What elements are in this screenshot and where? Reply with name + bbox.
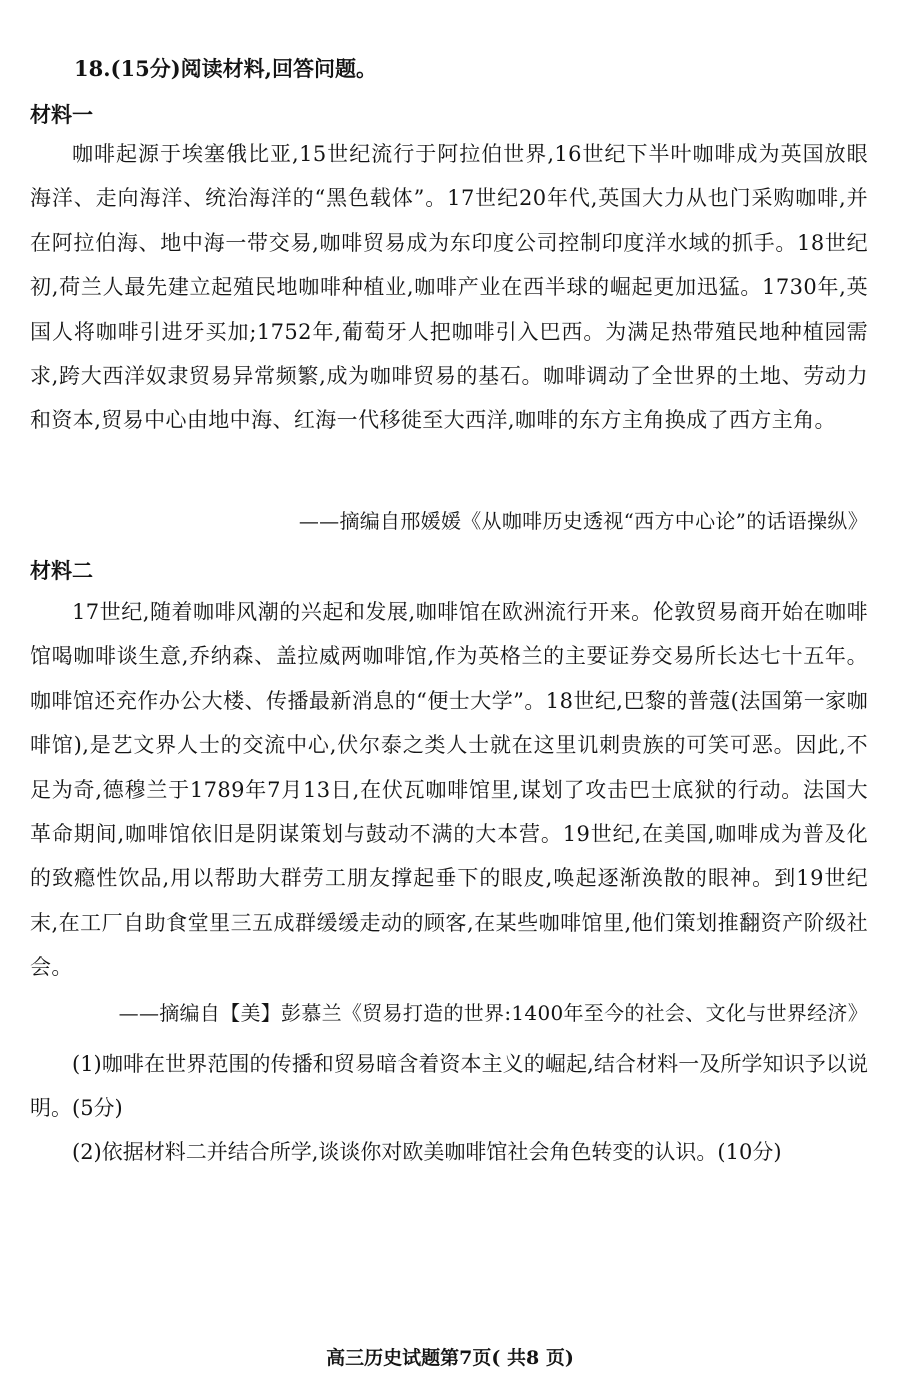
- sub-question-2: (2)依据材料二并结合所学,谈谈你对欧美咖啡馆社会角色转变的认识。(10分): [72, 1140, 782, 1164]
- sub-question-1: (1)咖啡在世界范围的传播和贸易暗含着资本主义的崛起,结合材料一及所学知识予以说明。(5分): [30, 1052, 868, 1120]
- question-heading: 18.(15分)阅读材料,回答问题。: [74, 56, 377, 81]
- page-footer: 高三历史试题第7页( 共8 页): [326, 1347, 574, 1369]
- material-2-text: 17世纪,随着咖啡风潮的兴起和发展,咖啡馆在欧洲流行开来。伦敦贸易商开始在咖啡馆喝咖啡谈生意,乔纳森、盖拉威两咖啡馆,作为英格兰的主要证券交易所长达七十五年。咖啡馆还充作办公大楼、传播最新消息的“便士大学”。18世纪,巴黎的普蔻(法国第一家咖啡馆),是艺文界人士的交流中心,伏尔泰之类人士就在这里讥刺贵族的可笑可恶。因此,不足为奇,德穆兰于1789年7月13日,在伏瓦咖啡馆里,谋划了攻击巴士底狱的行动。法国大革命期间,咖啡馆依旧是阴谋策划与鼓动不满的大本营。19世纪,在美国,咖啡成为普及化的致瘾性饮品,用以帮助大群劳工朋友撑起垂下的眼皮,唤起逐渐涣散的眼神。到19世纪末,在工厂自助食堂里三五成群缓缓走动的顾客,在某些咖啡馆里,他们策划推翻资产阶级社会。: [30, 600, 868, 980]
- material-1-source: ——摘编自邢媛媛《从咖啡历史透视“西方中心论”的话语操纵》: [298, 509, 868, 533]
- material-1-text: 咖啡起源于埃塞俄比亚,15世纪流行于阿拉伯世界,16世纪下半叶咖啡成为英国放眼海洋、走向海洋、统治海洋的“黑色载体”。17世纪20年代,英国大力从也门采购咖啡,并在阿拉伯海、地中海一带交易,咖啡贸易成为东印度公司控制印度洋水域的抓手。18世纪初,荷兰人最先建立起殖民地咖啡种植业,咖啡产业在西半球的崛起更加迅猛。1730年,英国人将咖啡引进牙买加;1752年,葡萄牙人把咖啡引入巴西。为满足热带殖民地种植园需求,跨大西洋奴隶贸易异常频繁,成为咖啡贸易的基石。咖啡调动了全世界的土地、劳动力和资本,贸易中心由地中海、红海一代移徙至大西洋,咖啡的东方主角换成了西方主角。: [30, 142, 868, 433]
- material-2-source: ——摘编自【美】彭慕兰《贸易打造的世界:1400年至今的社会、文化与世界经济》: [118, 1001, 868, 1025]
- material-1-label: 材料一: [30, 102, 93, 127]
- material-2-label: 材料二: [30, 558, 93, 583]
